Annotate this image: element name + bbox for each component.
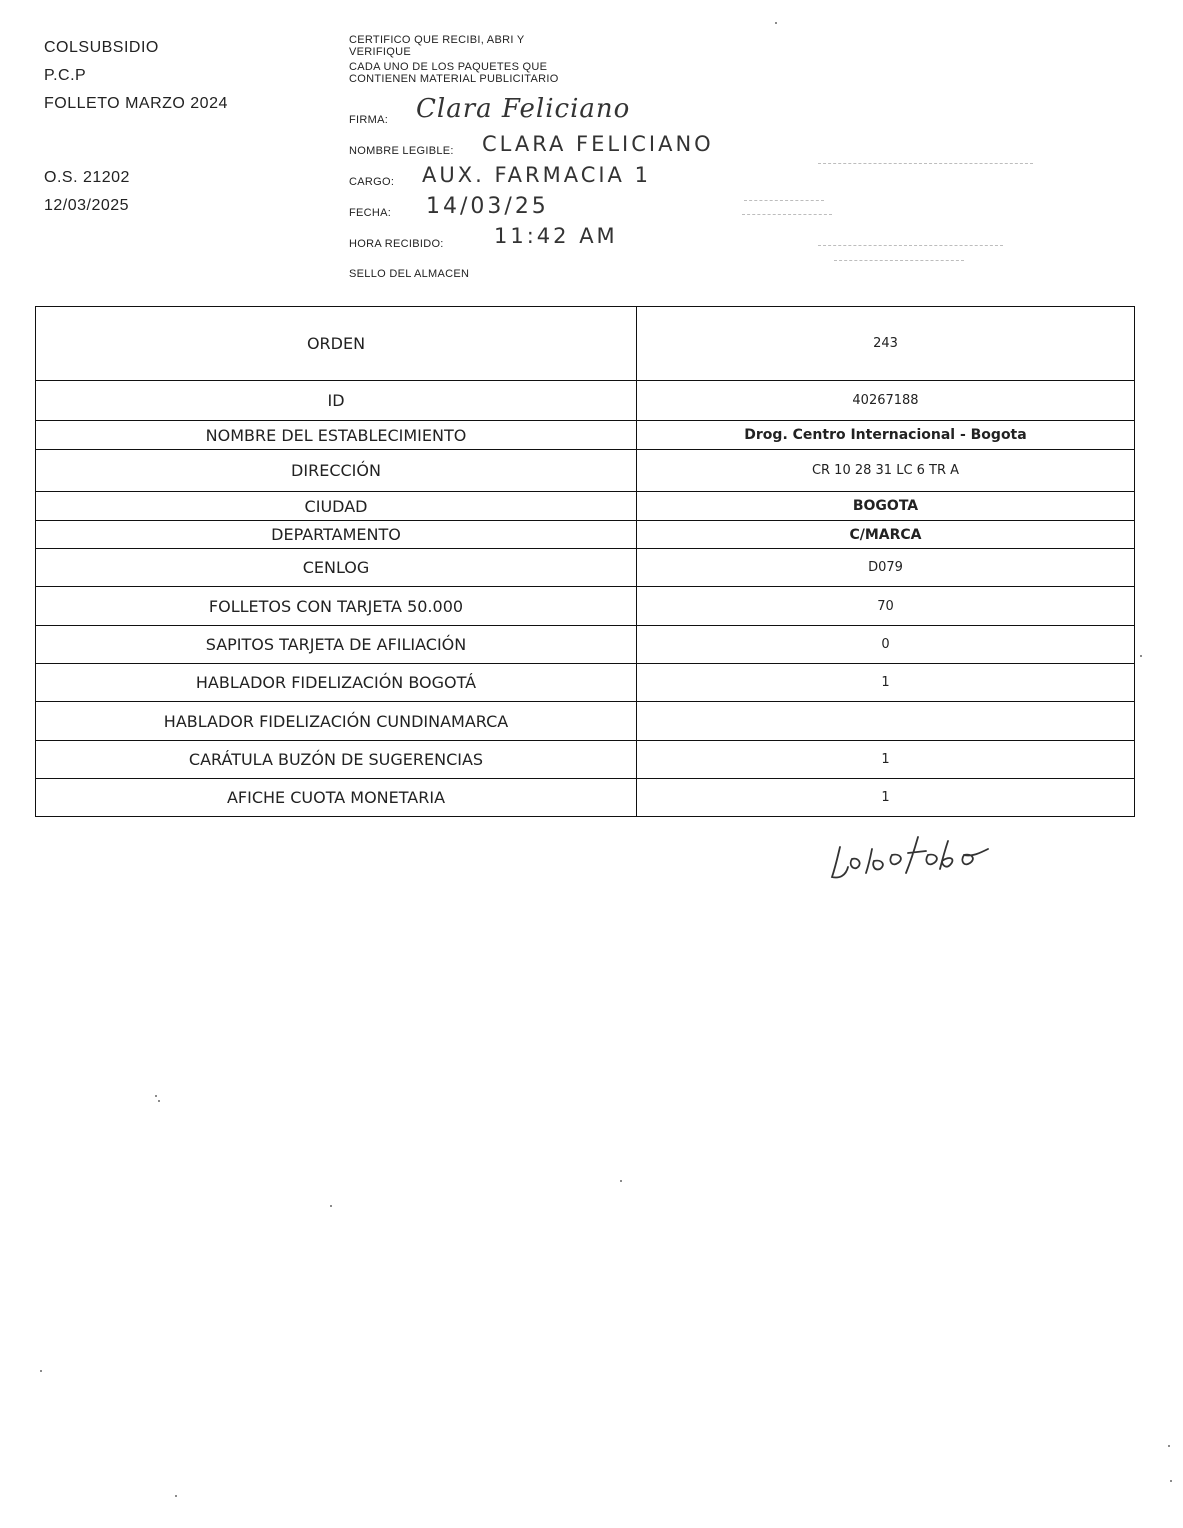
cert-line: VERIFIQUE [349, 46, 411, 58]
firma-row [349, 110, 388, 128]
row-value [637, 702, 1135, 741]
row-label: FOLLETOS CON TARJETA 50.000 [36, 587, 637, 626]
row-label: ORDEN [36, 307, 637, 381]
header-date: 12/03/2025 [44, 197, 130, 214]
table-row [36, 702, 1135, 741]
unit-name: P.C.P [44, 67, 87, 84]
table-row [36, 381, 1135, 421]
row-value: 1 [637, 779, 1135, 817]
nombre-row [349, 141, 454, 159]
table-row [36, 741, 1135, 779]
table-row [36, 450, 1135, 492]
row-label: SAPITOS TARJETA DE AFILIACIÓN [36, 626, 637, 664]
row-value: 0 [637, 626, 1135, 664]
firma-signature: Clara Feliciano [416, 94, 631, 124]
cert-line: CADA UNO DE LOS PAQUETES QUE [349, 61, 548, 73]
table-row [36, 492, 1135, 521]
row-label: AFICHE CUOTA MONETARIA [36, 779, 637, 817]
row-value: C/MARCA [637, 521, 1135, 549]
row-label: ID [36, 381, 637, 421]
delivery-table [35, 306, 1135, 817]
bottom-signature [828, 825, 1008, 890]
row-value: D079 [637, 549, 1135, 587]
row-value: 243 [637, 307, 1135, 381]
certification-text [349, 33, 559, 87]
cert-line: CONTIENEN MATERIAL PUBLICITARIO [349, 73, 559, 85]
sello-label: SELLO DEL ALMACEN [349, 268, 470, 280]
table-row [36, 664, 1135, 702]
sello-row [349, 264, 469, 282]
row-label: CIUDAD [36, 492, 637, 521]
cargo-row [349, 172, 394, 190]
hora-value: 11:42 AM [494, 224, 618, 248]
order-service: O.S. 21202 [44, 169, 130, 186]
bottom-signature-drawing [828, 825, 1008, 885]
table-row [36, 421, 1135, 450]
header-left [44, 34, 228, 220]
table-row [36, 307, 1135, 381]
hora-label: HORA RECIBIDO: [349, 238, 444, 250]
table-row [36, 587, 1135, 626]
bottom-signature-text [1008, 825, 1009, 826]
cargo-value: AUX. FARMACIA 1 [422, 163, 651, 187]
row-value: 1 [637, 664, 1135, 702]
table-row [36, 779, 1135, 817]
row-value: BOGOTA [637, 492, 1135, 521]
fecha-row [349, 203, 391, 221]
row-value: 40267188 [637, 381, 1135, 421]
row-label: DIRECCIÓN [36, 450, 637, 492]
row-value: Drog. Centro Internacional - Bogota [637, 421, 1135, 450]
company-name: COLSUBSIDIO [44, 39, 159, 56]
fecha-label: FECHA: [349, 207, 392, 219]
nombre-value: CLARA FELICIANO [482, 132, 714, 156]
campaign-name: FOLLETO MARZO 2024 [44, 95, 228, 112]
row-label: HABLADOR FIDELIZACIÓN BOGOTÁ [36, 664, 637, 702]
row-label: DEPARTAMENTO [36, 521, 637, 549]
fecha-value: 14/03/25 [426, 194, 549, 219]
row-label: NOMBRE DEL ESTABLECIMIENTO [36, 421, 637, 450]
row-value: CR 10 28 31 LC 6 TR A [637, 450, 1135, 492]
cargo-label: CARGO: [349, 176, 395, 188]
cert-line: CERTIFICO QUE RECIBI, ABRI Y [349, 34, 525, 46]
row-label: CARÁTULA BUZÓN DE SUGERENCIAS [36, 741, 637, 779]
nombre-label: NOMBRE LEGIBLE: [349, 145, 454, 157]
row-value: 70 [637, 587, 1135, 626]
row-label: CENLOG [36, 549, 637, 587]
table-row [36, 626, 1135, 664]
hora-row [349, 234, 444, 252]
row-label: HABLADOR FIDELIZACIÓN CUNDINAMARCA [36, 702, 637, 741]
firma-label: FIRMA: [349, 114, 389, 126]
table-row [36, 521, 1135, 549]
row-value: 1 [637, 741, 1135, 779]
table-row [36, 549, 1135, 587]
